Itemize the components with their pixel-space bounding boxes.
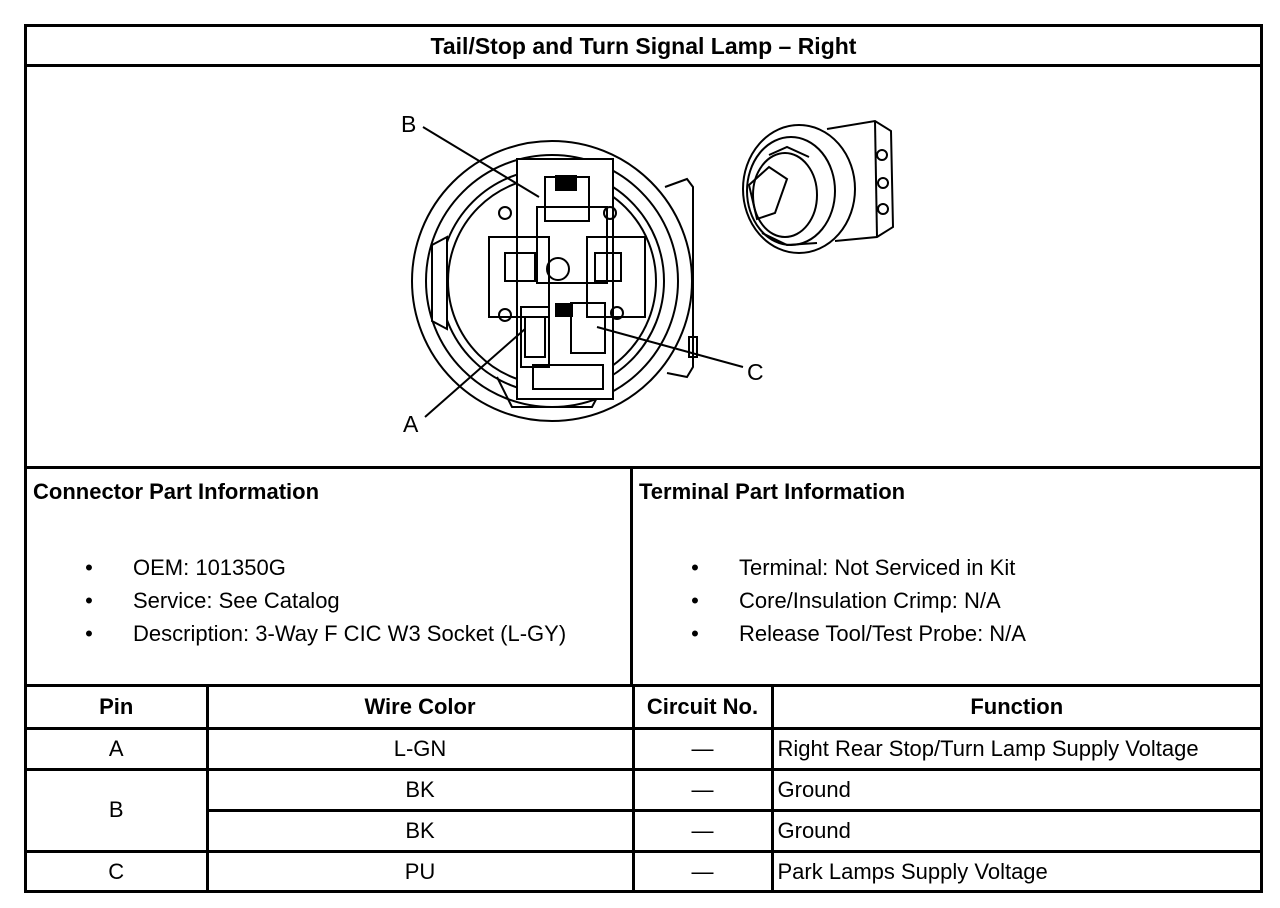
bullet: • (691, 588, 699, 613)
pinout-table (27, 687, 1260, 892)
table-row (27, 810, 1260, 851)
pin-cell: B (27, 769, 207, 851)
wire-color-cell: BK (207, 769, 633, 810)
page-title: Tail/Stop and Turn Signal Lamp – Right (27, 27, 1260, 67)
pin-cell: A (27, 728, 207, 769)
callout-a: A (403, 411, 419, 437)
list-item: • Release Tool/Test Probe: N/A (689, 617, 1026, 650)
function-cell: Ground (772, 810, 1260, 851)
connector-sheet (24, 24, 1263, 893)
header-wire-color: Wire Color (207, 687, 633, 728)
list-item: • OEM: 101350G (83, 551, 566, 584)
pin-cell: C (27, 851, 207, 892)
header-function: Function (772, 687, 1260, 728)
callout-c: C (747, 359, 764, 385)
table-row (27, 728, 1260, 769)
list-item: • Description: 3-Way F CIC W3 Socket (L-GY) (83, 617, 566, 650)
header-circuit-no: Circuit No. (633, 687, 772, 728)
function-cell: Ground (772, 769, 1260, 810)
table-header-row (27, 687, 1260, 728)
circuit-cell: — (633, 851, 772, 892)
circuit-cell: — (633, 728, 772, 769)
wire-color-cell: L-GN (207, 728, 633, 769)
terminal-part-info (633, 469, 1260, 687)
terminal-info-heading: Terminal Part Information (639, 479, 906, 504)
table-row (27, 851, 1260, 892)
connector-face-drawing (27, 67, 1260, 469)
list-item: • Terminal: Not Serviced in Kit (689, 551, 1026, 584)
function-cell: Park Lamps Supply Voltage (772, 851, 1260, 892)
connector-info-heading: Connector Part Information (33, 479, 320, 504)
circuit-cell: — (633, 769, 772, 810)
bullet: • (85, 621, 93, 646)
table-row (27, 769, 1260, 810)
function-cell: Right Rear Stop/Turn Lamp Supply Voltage (772, 728, 1260, 769)
terminal-info-list (689, 551, 1026, 650)
wire-color-cell: BK (207, 810, 633, 851)
connector-diagram (27, 67, 1260, 469)
connector-info-list (83, 551, 566, 650)
bullet: • (85, 555, 93, 580)
list-item: • Service: See Catalog (83, 584, 566, 617)
bullet: • (691, 555, 699, 580)
bullet: • (691, 621, 699, 646)
circuit-cell: — (633, 810, 772, 851)
callout-b: B (401, 111, 417, 137)
connector-part-info (27, 469, 633, 687)
header-pin: Pin (27, 687, 207, 728)
wire-color-cell: PU (207, 851, 633, 892)
bullet: • (85, 588, 93, 613)
list-item: • Core/Insulation Crimp: N/A (689, 584, 1026, 617)
socket-perspective-drawing (743, 121, 893, 253)
